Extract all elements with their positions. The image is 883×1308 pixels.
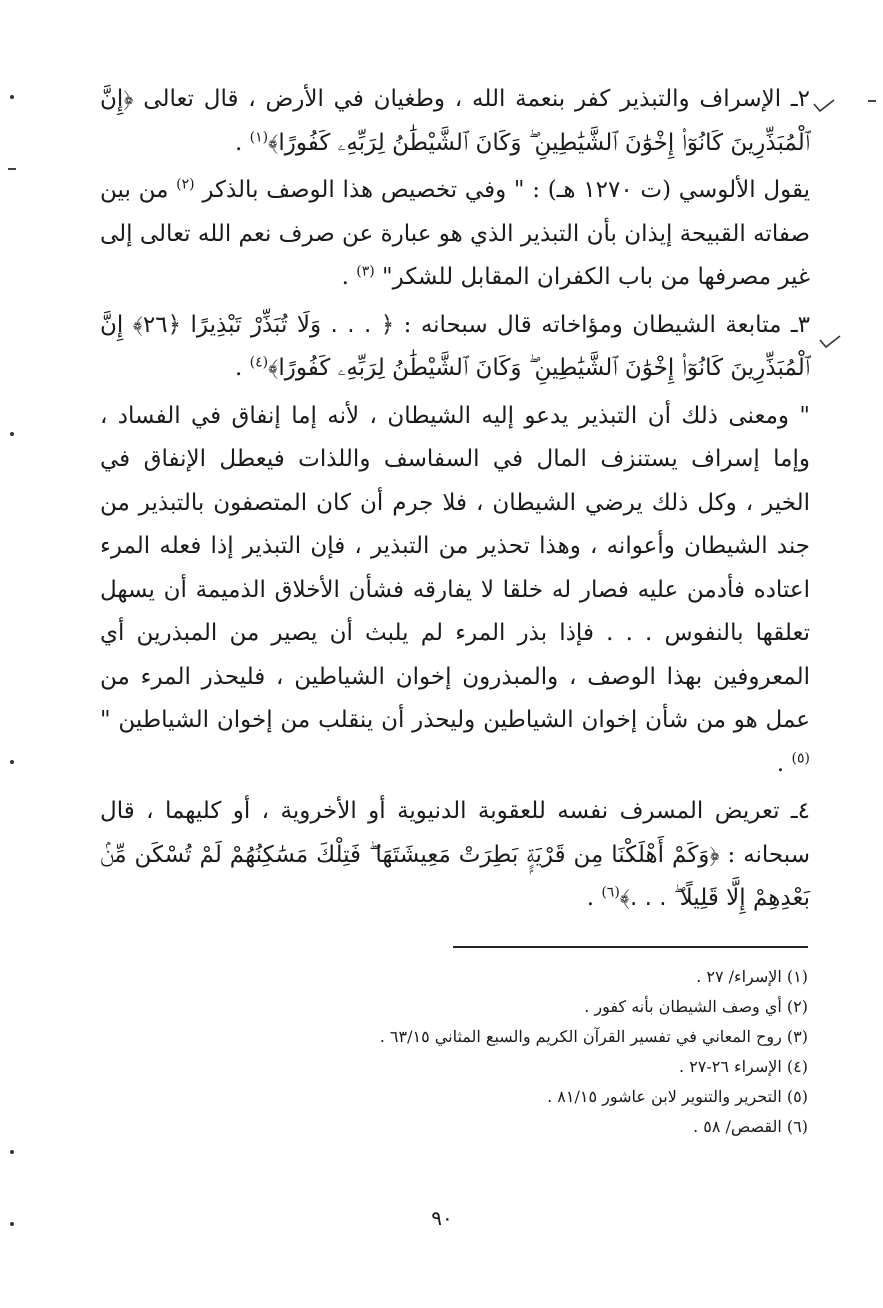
paragraph-tail: . [586,885,602,911]
check-mark-icon [818,334,842,350]
footnote-ref: (١) [249,128,269,145]
footnote: (٦) القصص/ ٥٨ . [693,1117,808,1136]
paragraph-text: ٤ـ تعريض المسرف نفسه للعقوبة الدنيوية أو الأخروية ، أو كليهما ، قال سبحانه : [100,798,810,868]
main-text [100,78,810,921]
paragraph-1 [100,78,810,165]
footnotes [350,962,808,1142]
footnote: (١) الإسراء/ ٢٧ . [696,967,808,986]
scan-speck [10,1222,14,1226]
check-mark-icon [812,98,836,114]
page-number: ٩٠ [431,1206,453,1230]
paragraph-text: " ومعنى ذلك أن التبذير يدعو إليه الشيطان ، لأنه إما إنفاق في الفساد ، وإما إسراف يستنزف المال في السفاسف واللذات فيعطل الإنفاق في الخير ، وكل ذلك يرضي الشيطان ، فلا جرم أن كان المتصفون بالتبذير من جند الشيطان وأعوانه ، وهذا تحذير من التبذير ، فإن التبذير إذا فعله المرء اعتاده فأدمن عليه فصار له خلقا لا يفارقه فشأن الأخلاق الذميمة أن يسهل تعلقها بالنفوس . . . فإذا بذر المرء لم يلبث أن يصير من المبذرين أي المعروفين بهذا الوصف ، والمبذرون إخوان الشياطين ، فليحذر المرء من عمل هو من شأن إخوان الشياطين وليحذر أن ينقلب من إخوان الشياطين " [100,402,811,733]
footnote-ref: (٥) [791,749,810,766]
scan-speck [10,760,14,764]
scan-speck [8,168,16,170]
footnote: (٤) الإسراء ٢٦-٢٧ . [679,1057,808,1076]
quran-verse: ﴿وَكَمْ أَهْلَكْنَا مِن قَرْيَةٍۭ بَطِرَتْ مَعِيشَتَهَا ۖ فَتِلْكَ مَسَٰكِنُهُمْ لَمْ تُسْكَن مِّنۢ بَعْدِهِمْ إِلَّا قَلِيلًا ۖ . . .﴾ [100,841,810,911]
paragraph-text: ٢ـ الإسراف والتبذير كفر بنعمة الله ، وطغيان في الأرض ، قال تعالى [133,86,810,112]
paragraph-3 [100,304,810,391]
paragraph-tail: . [341,264,357,290]
scan-speck [868,100,876,102]
footnote: (٢) أي وصف الشيطان بأنه كفور . [584,997,808,1016]
paragraph-tail: . [776,750,792,777]
scan-speck [10,95,14,99]
paragraph-4 [100,395,810,787]
footnote-ref: (٣) [356,263,375,280]
footnote: (٥) التحرير والتنوير لابن عاشور ٨١/١٥ . [547,1087,808,1106]
scan-speck [10,432,14,436]
quran-verse: ﴿ . . . وَلَا تُبَذِّرْ تَبْذِيرًا ﴿٢٦﴾ إِنَّ ٱلْمُبَذِّرِينَ كَانُوٓا۟ إِخْوَٰنَ ٱلشَّيَٰطِينِ ۖ وَكَانَ ٱلشَّيْطَٰنُ لِرَبِّهِۦ كَفُورًا﴾ [100,311,810,381]
paragraph-text: من بين صفاته القبيحة إيذان بأن التبذير الذي هو عبارة عن صرف نعم الله تعالى إلى غير مصرفها من باب الكفران المقابل للشكر" [100,177,810,290]
paragraph-tail: . [235,355,250,381]
paragraph-text: ٣ـ متابعة الشيطان ومؤاخاته قال سبحانه : [394,311,810,338]
footnote-divider [453,946,808,948]
scan-speck [10,1150,14,1154]
paragraph-text: يقول الألوسي (ت ١٢٧٠ هـ) : " وفي تخصيص هذا الوصف بالذكر [194,177,810,203]
footnote-ref: (٦) [601,884,620,901]
footnote: (٣) روح المعاني في تفسير القرآن الكريم والسبع المثاني ٦٣/١٥ . [379,1027,808,1046]
footnote-ref: (٢) [176,176,195,193]
footnote-ref: (٤) [249,354,269,371]
quran-verse: ﴿إِنَّ ٱلْمُبَذِّرِينَ كَانُوٓا۟ إِخْوَٰنَ ٱلشَّيَٰطِينِ ۖ وَكَانَ ٱلشَّيْطَٰنُ لِرَبِّهِۦ كَفُورًا﴾ [100,86,810,156]
paragraph-tail: . [235,129,250,156]
paragraph-2 [100,169,810,300]
paragraph-5 [100,790,810,921]
